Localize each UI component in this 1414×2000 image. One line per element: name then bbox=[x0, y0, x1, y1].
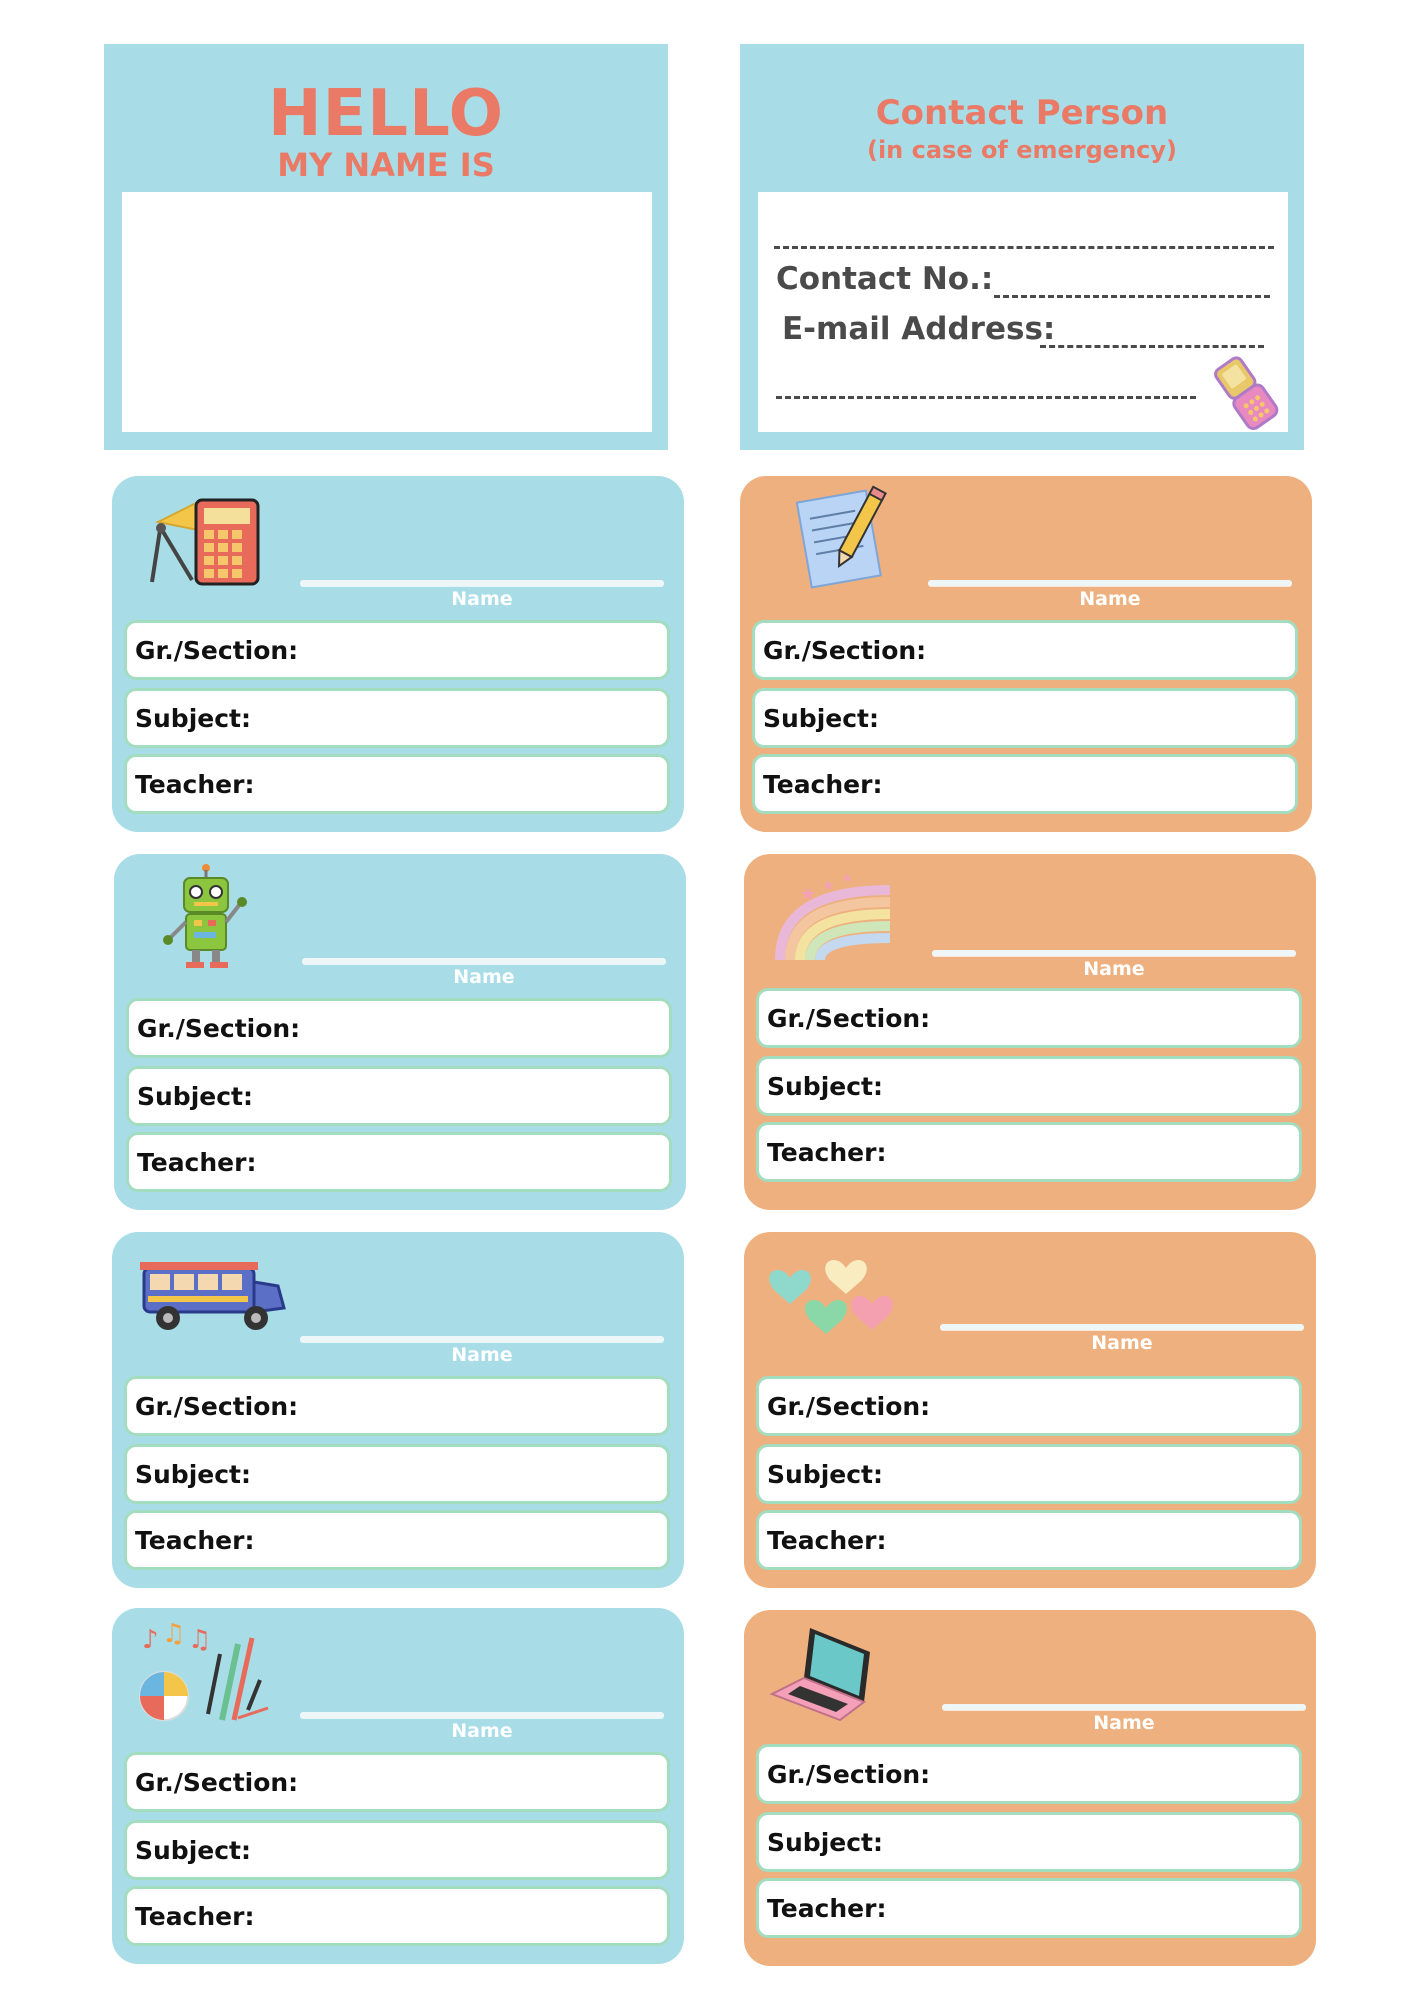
subject-field[interactable] bbox=[124, 1444, 670, 1504]
teacher-field[interactable] bbox=[124, 1886, 670, 1946]
section-field[interactable] bbox=[756, 988, 1302, 1048]
teacher-label: Teacher: bbox=[135, 770, 255, 799]
name-write-line[interactable] bbox=[302, 958, 666, 964]
hello-subtitle: MY NAME IS bbox=[277, 146, 495, 184]
section-field[interactable] bbox=[752, 620, 1298, 680]
subject-label: Subject: bbox=[135, 704, 251, 733]
section-label: Gr./Section: bbox=[135, 1392, 299, 1421]
section-label: Gr./Section: bbox=[767, 1392, 931, 1421]
name-label: Name bbox=[1083, 958, 1145, 980]
subject-field[interactable] bbox=[124, 688, 670, 748]
email-label: E-mail Address: bbox=[782, 311, 1056, 347]
candy-hearts-icon bbox=[760, 1238, 910, 1348]
name-label: Name bbox=[451, 1720, 513, 1742]
teacher-field[interactable] bbox=[124, 1510, 670, 1570]
laptop-icon bbox=[760, 1616, 910, 1726]
section-label: Gr./Section: bbox=[767, 1004, 931, 1033]
hello-title: HELLO bbox=[268, 77, 504, 151]
name-label: Name bbox=[1079, 588, 1141, 610]
teacher-label: Teacher: bbox=[767, 1894, 887, 1923]
contact-subtitle: (in case of emergency) bbox=[866, 136, 1178, 164]
subject-label: Subject: bbox=[767, 1460, 883, 1489]
calculator-compass-icon bbox=[128, 482, 268, 592]
contact-number-label: Contact No.: bbox=[776, 261, 994, 297]
contact-number-blank[interactable] bbox=[994, 295, 1270, 298]
subject-label: Subject: bbox=[135, 1836, 251, 1865]
section-field[interactable] bbox=[124, 1752, 670, 1812]
teacher-field[interactable] bbox=[756, 1122, 1302, 1182]
section-field[interactable] bbox=[756, 1744, 1302, 1804]
rainbow-icon bbox=[760, 860, 920, 970]
section-label: Gr./Section: bbox=[135, 636, 299, 665]
teacher-label: Teacher: bbox=[137, 1148, 257, 1177]
name-write-area[interactable] bbox=[122, 192, 652, 432]
subject-label: Subject: bbox=[135, 1460, 251, 1489]
email-blank[interactable] bbox=[1040, 345, 1264, 348]
section-label: Gr./Section: bbox=[763, 636, 927, 665]
subject-label: Subject: bbox=[137, 1082, 253, 1111]
name-label: Name bbox=[453, 966, 515, 988]
subject-field[interactable] bbox=[752, 688, 1298, 748]
subject-field[interactable] bbox=[124, 1820, 670, 1880]
notepad-pencil-icon bbox=[756, 482, 896, 592]
subject-field[interactable] bbox=[756, 1812, 1302, 1872]
teacher-label: Teacher: bbox=[767, 1526, 887, 1555]
svg-text:♫: ♫ bbox=[188, 1625, 212, 1655]
name-label: Name bbox=[1093, 1712, 1155, 1734]
name-label: Name bbox=[1091, 1332, 1153, 1354]
name-label: Name bbox=[451, 588, 513, 610]
section-field[interactable] bbox=[124, 620, 670, 680]
subject-label: Subject: bbox=[767, 1072, 883, 1101]
name-write-line[interactable] bbox=[940, 1324, 1304, 1330]
section-label: Gr./Section: bbox=[135, 1768, 299, 1797]
svg-text:♫: ♫ bbox=[162, 1619, 186, 1649]
teacher-label: Teacher: bbox=[135, 1902, 255, 1931]
label-card-3 bbox=[114, 854, 686, 1210]
label-card-4 bbox=[744, 854, 1316, 1210]
name-write-line[interactable] bbox=[300, 580, 664, 586]
name-label: Name bbox=[451, 1344, 513, 1366]
label-card-6 bbox=[744, 1232, 1316, 1588]
flip-phone-icon bbox=[1208, 352, 1282, 432]
name-write-line[interactable] bbox=[932, 950, 1296, 956]
teacher-field[interactable] bbox=[124, 754, 670, 814]
subject-label: Subject: bbox=[763, 704, 879, 733]
name-write-line[interactable] bbox=[928, 580, 1292, 586]
section-field[interactable] bbox=[124, 1376, 670, 1436]
section-label: Gr./Section: bbox=[137, 1014, 301, 1043]
section-field[interactable] bbox=[756, 1376, 1302, 1436]
name-write-line[interactable] bbox=[942, 1704, 1306, 1710]
section-field[interactable] bbox=[126, 998, 672, 1058]
label-card-8 bbox=[744, 1610, 1316, 1966]
label-card-5 bbox=[112, 1232, 684, 1588]
contact-title: Contact Person bbox=[875, 93, 1169, 133]
email-extra-blank[interactable] bbox=[776, 396, 1196, 399]
svg-text:★: ★ bbox=[842, 871, 853, 885]
music-art-supplies-icon bbox=[128, 1614, 278, 1724]
teacher-label: Teacher: bbox=[135, 1526, 255, 1555]
teacher-field[interactable] bbox=[756, 1510, 1302, 1570]
teacher-label: Teacher: bbox=[767, 1138, 887, 1167]
robot-icon bbox=[130, 860, 270, 970]
contact-write-area bbox=[758, 192, 1288, 432]
svg-text:♪: ♪ bbox=[142, 1625, 159, 1655]
section-label: Gr./Section: bbox=[767, 1760, 931, 1789]
subject-label: Subject: bbox=[767, 1828, 883, 1857]
teacher-field[interactable] bbox=[756, 1878, 1302, 1938]
label-card-7 bbox=[112, 1608, 684, 1964]
svg-text:★: ★ bbox=[822, 878, 835, 894]
subject-field[interactable] bbox=[756, 1056, 1302, 1116]
teacher-label: Teacher: bbox=[763, 770, 883, 799]
contact-name-blank[interactable] bbox=[774, 246, 1274, 249]
label-card-1 bbox=[112, 476, 684, 832]
subject-field[interactable] bbox=[756, 1444, 1302, 1504]
label-card-2 bbox=[740, 476, 1312, 832]
teacher-field[interactable] bbox=[126, 1132, 672, 1192]
hello-name-tag bbox=[104, 44, 668, 450]
teacher-field[interactable] bbox=[752, 754, 1298, 814]
name-write-line[interactable] bbox=[300, 1712, 664, 1718]
jeepney-icon bbox=[128, 1238, 288, 1348]
name-write-line[interactable] bbox=[300, 1336, 664, 1342]
svg-text:★: ★ bbox=[800, 884, 817, 905]
contact-person-card bbox=[740, 44, 1304, 450]
subject-field[interactable] bbox=[126, 1066, 672, 1126]
